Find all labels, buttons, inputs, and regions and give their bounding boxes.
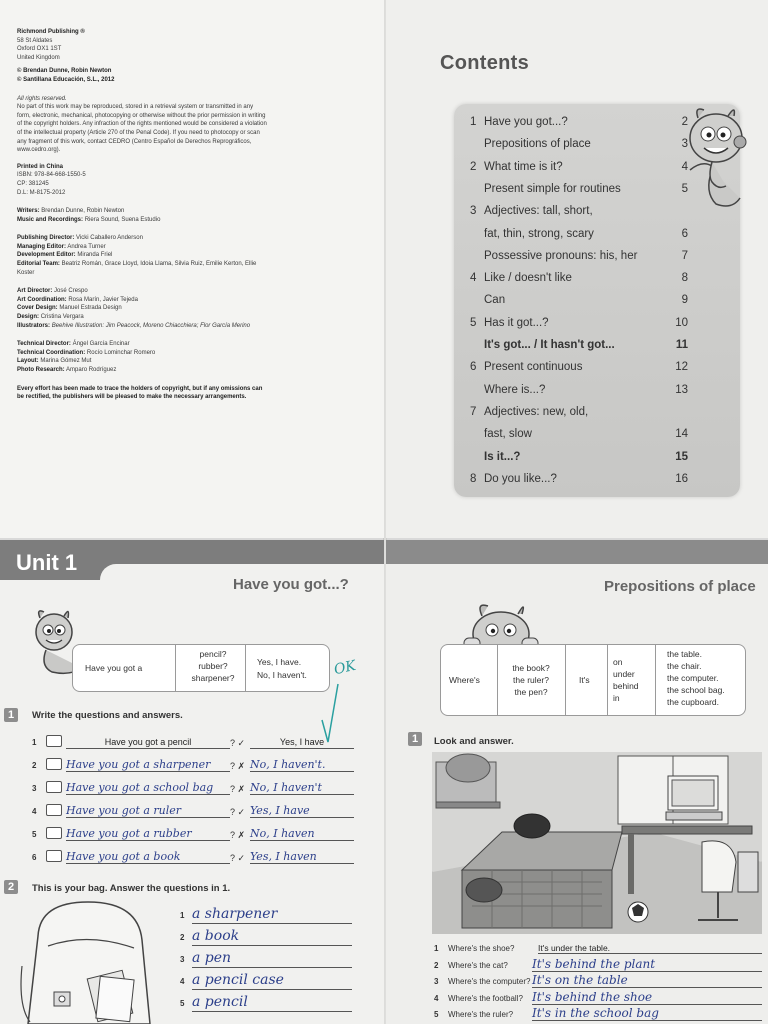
answer-field[interactable]: a sharpener xyxy=(192,906,352,924)
credit-label: Art Coordination: xyxy=(17,296,67,303)
short-answer-field[interactable]: Yes, I haven xyxy=(250,850,354,864)
address-line: United Kingdom xyxy=(17,54,60,61)
table-place: the chair. xyxy=(667,661,702,671)
answer-field[interactable]: a pencil xyxy=(192,994,352,1012)
exercise-instruction: Write the questions and answers. xyxy=(32,710,183,721)
table-divider xyxy=(565,645,566,715)
contents-page-number: 9 xyxy=(681,294,688,307)
question-number: 1 xyxy=(434,944,439,953)
contents-item[interactable] xyxy=(470,294,676,306)
short-answer-field[interactable]: No, I haven't xyxy=(250,781,354,795)
school-object-icon xyxy=(46,735,62,747)
contents-page-number: 14 xyxy=(675,428,688,441)
contents-item[interactable] xyxy=(470,451,676,463)
contents-page-number: 8 xyxy=(681,272,688,285)
answer-field[interactable]: It's on the table xyxy=(532,973,762,988)
contents-page-number: 4 xyxy=(681,160,688,173)
question-number: 5 xyxy=(434,1010,439,1019)
question-number: 5 xyxy=(32,830,37,839)
table-preposition: on xyxy=(613,657,623,667)
short-answer-field[interactable]: Yes, I have xyxy=(250,735,354,749)
table-question: Where's xyxy=(449,675,480,685)
contents-item[interactable] xyxy=(470,138,676,150)
credit-value: Beehive Illustration: Jim Peacock, Moreno Chiacchiera; Flor García Merino xyxy=(51,322,251,329)
credit-value: Beatriz Román, Grace Lloyd, Idoia Llama, Silvia Ruiz, Emilie Kerton, Ellie Koster xyxy=(17,261,257,276)
table-preposition: behind xyxy=(613,681,639,691)
music-label: Music and Recordings: xyxy=(17,216,84,223)
table-item: the ruler? xyxy=(513,675,549,685)
credit-label: Editorial Team: xyxy=(17,261,60,268)
contents-item[interactable] xyxy=(470,272,676,284)
school-bag-illustration xyxy=(18,896,168,1024)
answer-number: 1 xyxy=(180,911,185,920)
credit-label: Design: xyxy=(17,314,40,321)
contents-item[interactable] xyxy=(470,228,676,240)
question-number: 4 xyxy=(434,993,439,1003)
contents-page xyxy=(386,0,768,538)
contents-item[interactable] xyxy=(470,384,676,396)
publisher-name: Richmond Publishing ® xyxy=(17,29,85,35)
answer-field[interactable]: It's in the school bag xyxy=(532,1006,762,1021)
page-title: Prepositions of place xyxy=(604,578,756,595)
contents-unit-number: 3 xyxy=(470,205,477,218)
table-item: pencil? xyxy=(199,649,227,659)
contents-unit-number: 6 xyxy=(470,361,477,374)
contents-title: Contents xyxy=(440,52,530,74)
printed-in: Printed in China xyxy=(17,163,64,170)
credit-label: Publishing Director: xyxy=(17,235,75,242)
exercise-number: 1 xyxy=(4,708,18,722)
mascot-character-illustration xyxy=(682,100,752,212)
contents-item[interactable] xyxy=(470,161,676,173)
credit-value: Miranda Friel xyxy=(77,252,113,259)
credit-label: Managing Editor: xyxy=(17,243,66,250)
table-divider xyxy=(655,645,656,715)
copyright-notice: Every effort has been made to trace the holders of copyright, but if any omissions can be rectified, the publishers will be pleased to make the necessary arrangements. xyxy=(17,385,263,401)
contents-item-title: Present continuous xyxy=(484,361,583,374)
question-answer-field[interactable]: Have you got a sharpener xyxy=(66,758,230,772)
credit-value: Ángel García Encinar xyxy=(72,341,130,348)
credit-value: Manuel Estrada Design xyxy=(59,305,122,312)
school-object-icon xyxy=(46,781,62,793)
table-answer: Yes, I have. xyxy=(257,657,302,667)
table-divider xyxy=(175,645,176,691)
contents-item-title: Possessive pronouns: his, her xyxy=(484,249,638,262)
answer-mark: ? ✓ xyxy=(230,807,246,817)
contents-page-number: 12 xyxy=(675,361,688,374)
credit-value: Andrea Turner xyxy=(67,243,106,250)
table-place: the school bag. xyxy=(667,685,725,695)
table-place: the computer. xyxy=(667,673,719,683)
contents-unit-number: 2 xyxy=(470,160,477,173)
credit-value: Rocío Lominchar Romero xyxy=(86,349,156,356)
question-answer-field[interactable]: Have you got a ruler xyxy=(66,804,230,818)
question-text: Where's the ruler? xyxy=(448,1010,514,1019)
short-answer-field[interactable]: No, I haven't. xyxy=(250,758,354,772)
credit-label: Development Editor: xyxy=(17,252,76,259)
mascot-character-illustration xyxy=(458,600,544,650)
table-item: sharpener? xyxy=(191,673,235,683)
cp-number: CP: 381245 xyxy=(17,180,49,187)
grammar-table xyxy=(440,644,746,716)
answer-field[interactable]: It's behind the shoe xyxy=(532,990,762,1005)
credit-label: Technical Director: xyxy=(17,341,71,348)
copyright-line: © Brendan Dunne, Robin Newton xyxy=(17,68,112,75)
contents-item[interactable] xyxy=(470,183,676,195)
question-number: 4 xyxy=(32,807,37,816)
exercise-number: 2 xyxy=(4,880,18,894)
contents-item-title: Adjectives: tall, short, xyxy=(484,205,593,218)
contents-item[interactable] xyxy=(470,317,676,329)
short-answer-field[interactable]: No, I haven xyxy=(250,827,354,841)
rights-text: No part of this work may be reproduced, stored in a retrieval system or transmitted in any form, electronic, mechanical, photocopying or otherwise without the prior permission in writing of the copyright holders. Any infraction of the rights mentioned would be considered a violation of the intellectual property (Article 270 of the Penal Code). If you need to photocopy or scan any fragment of this work, contact CEDRO (Centro Español de Derechos Reprográficos, www.cedro.org). xyxy=(17,104,267,154)
table-divider xyxy=(497,645,498,715)
credit-value: Vicki Caballero Anderson xyxy=(76,235,143,242)
question-text: Where's the cat? xyxy=(448,960,508,970)
contents-page-number: 15 xyxy=(675,450,688,463)
contents-page-number: 11 xyxy=(675,339,688,351)
answer-number: 5 xyxy=(180,999,185,1008)
unit-label: Unit 1 xyxy=(16,550,78,575)
credit-label: Photo Research: xyxy=(17,367,65,373)
answer-mark: ? ✗ xyxy=(230,830,246,840)
contents-unit-number: 1 xyxy=(470,116,477,128)
table-place: the table. xyxy=(667,649,702,659)
contents-item-title: fast, slow xyxy=(484,428,532,441)
table-divider xyxy=(245,645,246,691)
answer-field[interactable]: It's under the table. xyxy=(538,940,762,954)
grammar-table xyxy=(72,644,330,692)
imprint-block xyxy=(17,28,267,407)
contents-page-number: 13 xyxy=(675,383,688,396)
school-object-icon xyxy=(46,758,62,770)
question-answer-field[interactable]: Have you got a pencil xyxy=(66,735,230,749)
credit-value: Marina Gómez Mut xyxy=(40,358,92,365)
address-line: Oxford OX1 1ST xyxy=(17,46,62,53)
music-value: Riera Sound, Suena Estudio xyxy=(84,216,161,223)
contents-item-title: It's got... / It hasn't got... xyxy=(484,339,615,351)
question-number: 6 xyxy=(32,853,37,862)
contents-page-number: 6 xyxy=(681,227,688,240)
contents-item[interactable] xyxy=(470,473,676,485)
answer-field[interactable]: It's behind the plant xyxy=(532,957,762,972)
answer-field[interactable]: a pencil case xyxy=(192,972,352,990)
school-object-icon xyxy=(46,804,62,816)
address-line: 58 St Aldates xyxy=(17,37,53,44)
contents-page-number: 5 xyxy=(681,182,688,195)
contents-item-title: Adjectives: new, old, xyxy=(484,405,589,418)
exercise-instruction: Look and answer. xyxy=(434,736,514,747)
credit-label: Technical Coordination: xyxy=(17,349,86,356)
contents-item-title: Is it...? xyxy=(484,450,521,463)
answer-number: 2 xyxy=(180,933,185,942)
contents-item[interactable] xyxy=(470,116,676,128)
table-preposition: under xyxy=(613,669,635,679)
question-text: Where's the shoe? xyxy=(448,944,515,953)
question-number: 2 xyxy=(434,960,439,970)
contents-item[interactable] xyxy=(470,250,676,262)
teacher-mark: OK xyxy=(332,657,358,679)
credit-label: Art Director: xyxy=(17,288,53,295)
credit-label: Layout: xyxy=(17,358,39,365)
credit-label: Cover Design: xyxy=(17,305,58,312)
credit-label: Illustrators: xyxy=(17,322,51,329)
table-item: the book? xyxy=(512,663,550,673)
question-number: 1 xyxy=(32,738,37,747)
contents-item-title: Like / doesn't like xyxy=(484,272,572,285)
credit-value: José Crespo xyxy=(54,288,88,295)
school-object-icon xyxy=(46,827,62,839)
imprint-page xyxy=(0,0,384,538)
contents-item[interactable] xyxy=(470,339,676,351)
page-header-bar xyxy=(386,540,768,564)
question-number: 3 xyxy=(32,784,37,793)
contents-page-number: 2 xyxy=(681,116,688,128)
contents-item[interactable] xyxy=(470,406,676,418)
contents-item-title: Has it got...? xyxy=(484,316,549,329)
contents-item-title: Present simple for routines xyxy=(484,182,621,195)
prepositions-page xyxy=(386,540,768,1024)
answer-field[interactable]: a pen xyxy=(192,950,352,968)
copyright-line: © Santillana Educación, S.L., 2012 xyxy=(17,76,115,83)
table-answer: No, I haven't. xyxy=(257,670,307,680)
exercise-instruction: This is your bag. Answer the questions in 1. xyxy=(32,883,231,894)
isbn: ISBN: 978-84-668-1550-5 xyxy=(17,172,86,179)
contents-page-number: 16 xyxy=(675,472,688,485)
answer-mark: ? ✗ xyxy=(230,761,246,771)
contents-item-title: Have you got...? xyxy=(484,116,568,128)
exercise-number: 1 xyxy=(408,732,422,746)
contents-item-title: Where is...? xyxy=(484,383,546,396)
credit-value: Rosa Marín, Javier Tejeda xyxy=(68,296,138,303)
answer-mark: ? ✗ xyxy=(230,784,246,794)
contents-item-title: Do you like...? xyxy=(484,472,557,485)
answer-number: 4 xyxy=(180,977,185,986)
question-number: 3 xyxy=(434,977,439,986)
short-answer-field[interactable]: Yes, I have xyxy=(250,804,354,818)
table-question: Have you got a xyxy=(85,663,143,673)
contents-unit-number: 5 xyxy=(470,316,477,329)
question-answer-field[interactable]: Have you got a rubber xyxy=(66,827,230,841)
question-answer-field[interactable]: Have you got a book xyxy=(66,850,230,864)
question-answer-field[interactable]: Have you got a school bag xyxy=(66,781,230,795)
writers-label: Writers: xyxy=(17,208,40,215)
contents-item-title: Prepositions of place xyxy=(484,138,591,151)
question-text: Where's the football? xyxy=(448,993,523,1003)
unit1-page xyxy=(0,540,384,1024)
bedroom-scene-illustration xyxy=(432,752,762,934)
question-number: 2 xyxy=(32,761,37,770)
contents-item[interactable] xyxy=(470,361,676,373)
contents-page-number: 7 xyxy=(681,249,688,262)
contents-unit-number: 7 xyxy=(470,405,477,418)
credit-value: Cristina Vergara xyxy=(40,314,84,321)
contents-unit-number: 8 xyxy=(470,472,477,485)
answer-mark: ? ✓ xyxy=(230,738,246,748)
contents-item-title: What time is it? xyxy=(484,160,563,173)
school-object-icon xyxy=(46,850,62,862)
table-preposition: in xyxy=(613,693,620,703)
credit-value: Amparo Rodríguez xyxy=(66,367,117,373)
writers-value: Brendan Dunne, Robin Newton xyxy=(41,208,125,215)
table-place: the cupboard. xyxy=(667,697,719,707)
table-item: the pen? xyxy=(514,687,548,697)
table-divider xyxy=(607,645,608,715)
contents-page-number: 10 xyxy=(675,316,688,329)
answer-mark: ? ✓ xyxy=(230,853,246,863)
contents-unit-number: 4 xyxy=(470,272,477,285)
rights-title: All rights reserved. xyxy=(17,95,67,102)
table-its: It's xyxy=(579,675,590,685)
answer-field[interactable]: a book xyxy=(192,928,352,946)
answer-number: 3 xyxy=(180,955,185,964)
table-item: rubber? xyxy=(198,661,228,671)
legal-deposit: D.L: M-8175-2012 xyxy=(17,189,66,196)
contents-item[interactable] xyxy=(470,428,676,440)
question-text: Where's the computer? xyxy=(448,977,531,986)
contents-item[interactable] xyxy=(470,205,676,217)
contents-item-title: Can xyxy=(484,294,506,307)
unit-title: Have you got...? xyxy=(233,576,349,593)
contents-item-title: fat, thin, strong, scary xyxy=(484,227,594,240)
contents-page-number: 3 xyxy=(681,138,688,151)
